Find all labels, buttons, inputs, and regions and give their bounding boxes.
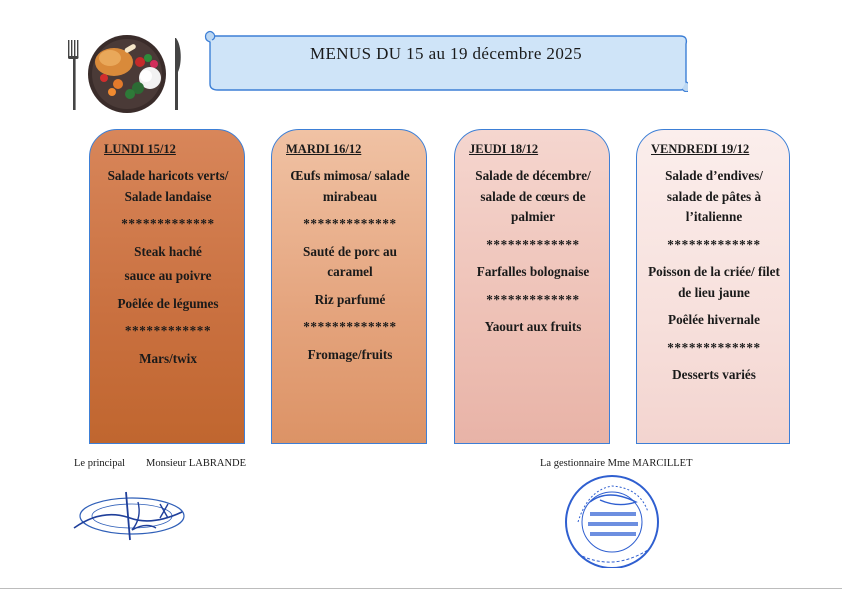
menu-list [100,166,236,369]
day-heading: MARDI 16/12 [286,142,362,156]
day-heading: JEUDI 18/12 [469,142,539,156]
menu-item: Steak haché [134,243,202,259]
menu-item: Salade d’endives/ salade de pâtes à l’italienne [665,168,763,224]
menu-separator: ************* [667,339,761,355]
plate-with-cutlery-icon [66,34,190,114]
menu-separator: ************ [124,323,212,338]
page-title: MENUS DU 15 au 19 décembre 2025 [309,44,583,63]
menu-item: sauce au poivre [124,268,212,283]
title-banner [204,30,688,92]
day-column-thursday [454,129,610,444]
official-stamp [548,468,678,568]
day-column-friday [636,129,790,444]
principal-signature-stamp [72,488,188,544]
menu-item: Poisson de la criée/ filet de lieu jaune [648,264,780,300]
menu-item: Œufs mimosa/ salade mirabeau [290,168,410,204]
menu-item: Poêlée de légumes [117,295,219,311]
menu-list [465,166,601,338]
principal-name: Monsieur LABRANDE [146,458,247,469]
menu-separator: ************* [667,236,761,252]
fork-icon [68,40,79,110]
manager-label: La gestionnaire Mme MARCILLET [540,458,693,469]
menu-item: Farfalles bolognaise [476,264,590,279]
menu-separator: ************* [303,319,397,334]
day-heading: LUNDI 15/12 [104,142,176,156]
menu-item: Fromage/fruits [307,346,393,362]
knife-icon [175,38,181,110]
menu-item: Poêlée hivernale [668,312,760,327]
page-bottom-rule [0,588,842,589]
menu-item: Salade haricots verts/ Salade landaise [107,168,229,204]
menu-list [647,166,781,386]
menu-list [282,166,418,365]
menu-item: Riz parfumé [314,291,386,307]
menu-item: Yaourt aux fruits [484,319,582,334]
menu-separator: ************* [121,216,215,231]
menu-separator: ************* [486,291,580,307]
menu-item: Salade de décembre/ salade de cœurs de palmier [475,168,591,224]
menu-item: Desserts variés [672,367,756,382]
menu-item: Sauté de porc au caramel [303,243,397,279]
menu-separator: ************* [303,216,397,231]
day-heading: VENDREDI 19/12 [651,142,750,156]
day-column-monday [89,129,245,444]
menu-item: Mars/twix [139,350,197,366]
menu-separator: ************* [486,236,580,252]
principal-label: Le principal [74,458,126,469]
day-column-tuesday [271,129,427,444]
